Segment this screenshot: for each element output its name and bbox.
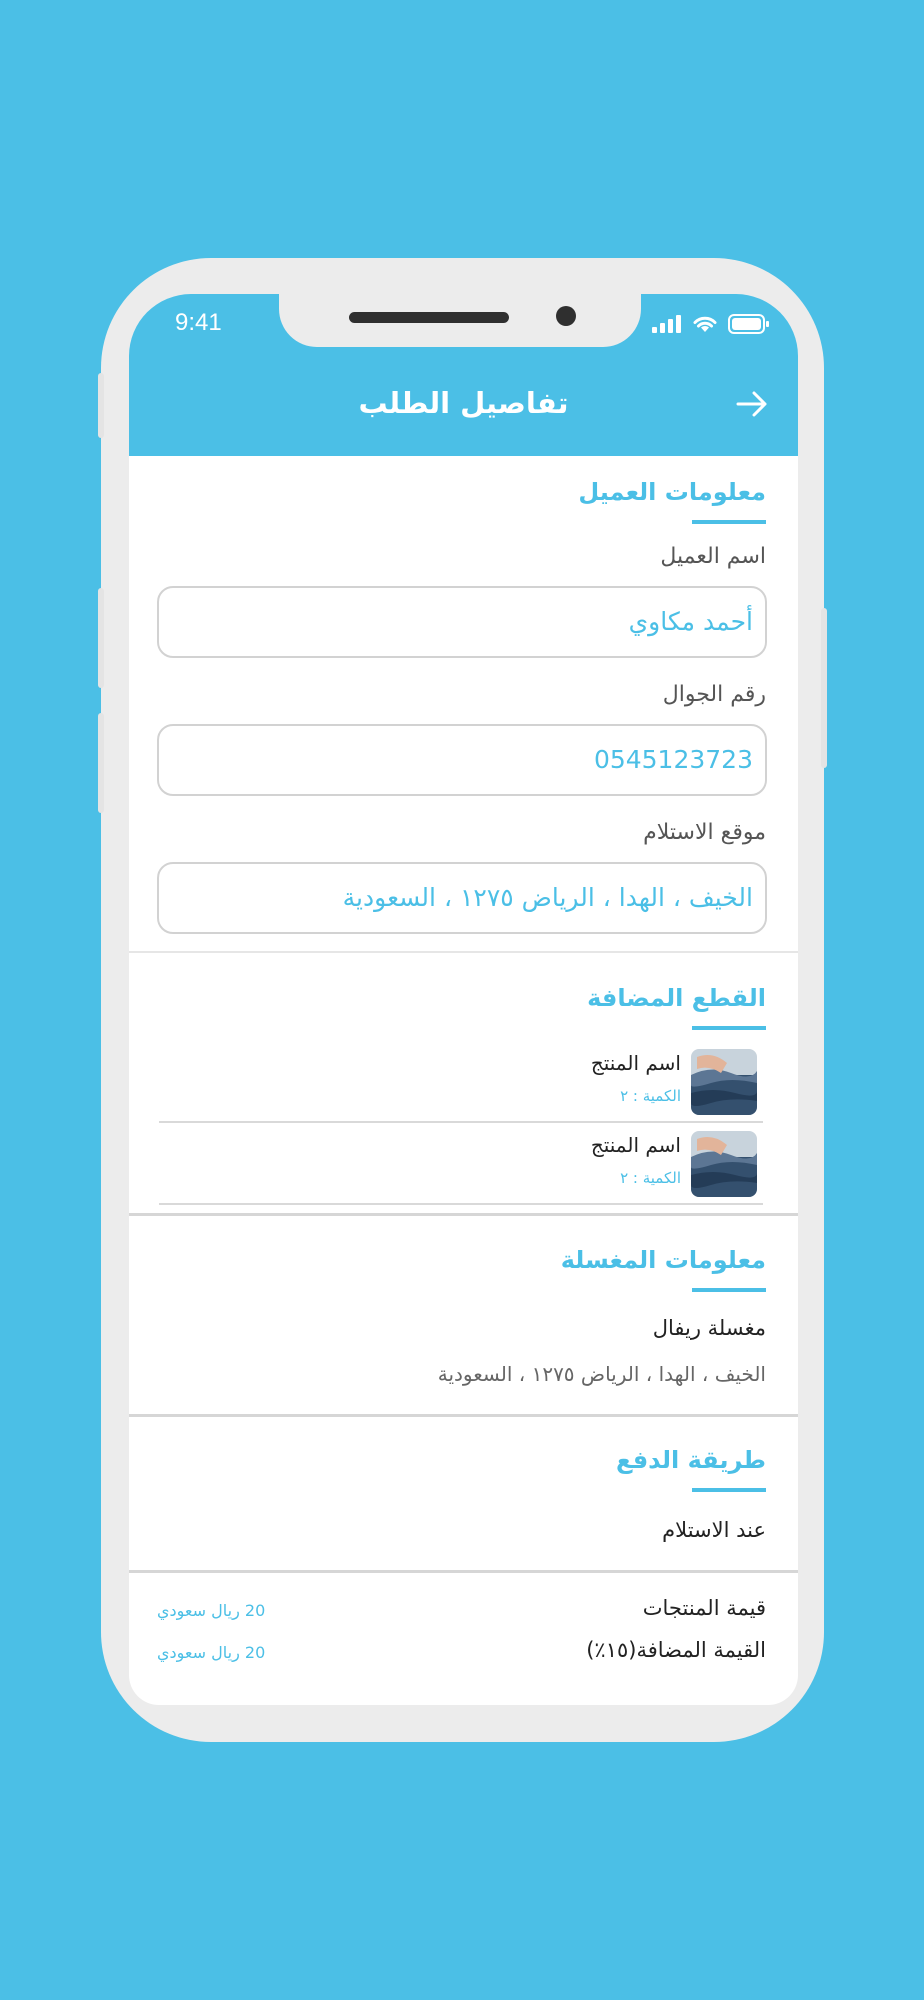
payment-method-value: عند الاستلام <box>662 1518 766 1542</box>
section-divider <box>129 1570 798 1573</box>
added-items-underline <box>692 1026 766 1030</box>
product-name: اسم المنتج <box>590 1051 681 1075</box>
section-divider <box>129 951 798 953</box>
section-divider <box>129 1213 798 1216</box>
phone-side-button-left-2 <box>98 588 104 688</box>
customer-name-field[interactable]: أحمد مكاوي <box>157 586 767 658</box>
customer-info-underline <box>692 520 766 524</box>
status-icons <box>652 314 770 334</box>
page-title: تفاصيل الطلب <box>358 386 569 420</box>
vat-label: القيمة المضافة(١٥٪) <box>586 1638 766 1662</box>
laundry-info-title: معلومات المغسلة <box>560 1246 766 1274</box>
wifi-icon <box>692 314 718 334</box>
phone-field[interactable]: 0545123723 <box>157 724 767 796</box>
product-image <box>691 1131 757 1197</box>
speaker-grille <box>349 312 509 323</box>
status-time: 9:41 <box>175 309 222 336</box>
phone-screen <box>129 294 798 1705</box>
pickup-location-label: موقع الاستلام <box>643 820 766 845</box>
phone-side-button-left-1 <box>98 373 104 438</box>
laundry-address: الخيف ، الهدا ، الرياض ١٢٧٥ ، السعودية <box>437 1362 766 1386</box>
signal-icon <box>652 315 682 333</box>
order-details-content <box>129 456 798 1705</box>
payment-method-title: طريقة الدفع <box>616 1446 766 1474</box>
products-total-label: قيمة المنتجات <box>642 1596 766 1620</box>
laundry-info-underline <box>692 1288 766 1292</box>
arrow-right-icon[interactable] <box>734 386 770 422</box>
list-item[interactable] <box>159 1125 763 1205</box>
customer-name-label: اسم العميل <box>660 544 766 569</box>
section-divider <box>129 1414 798 1417</box>
item-separator <box>159 1203 763 1205</box>
list-item[interactable] <box>159 1043 763 1123</box>
phone-frame <box>101 258 824 1742</box>
product-quantity: الكمية : ٢ <box>620 1169 681 1187</box>
item-separator <box>159 1121 763 1123</box>
phone-side-button-right <box>821 608 827 768</box>
pickup-location-field[interactable]: الخيف ، الهدا ، الرياض ١٢٧٥ ، السعودية <box>157 862 767 934</box>
phone-label: رقم الجوال <box>662 682 766 707</box>
payment-method-underline <box>692 1488 766 1492</box>
added-items-title: القطع المضافة <box>587 984 766 1012</box>
product-quantity: الكمية : ٢ <box>620 1087 681 1105</box>
product-image <box>691 1049 757 1115</box>
products-total-value: 20 ريال سعودي <box>157 1601 266 1620</box>
battery-icon <box>728 314 770 334</box>
laundry-name: مغسلة ريفال <box>652 1316 766 1340</box>
front-camera <box>556 306 576 326</box>
phone-side-button-left-3 <box>98 713 104 813</box>
product-name: اسم المنتج <box>590 1133 681 1157</box>
app-header <box>129 294 798 456</box>
customer-info-title: معلومات العميل <box>578 478 766 506</box>
phone-notch <box>279 294 641 347</box>
vat-value: 20 ريال سعودي <box>157 1643 266 1662</box>
